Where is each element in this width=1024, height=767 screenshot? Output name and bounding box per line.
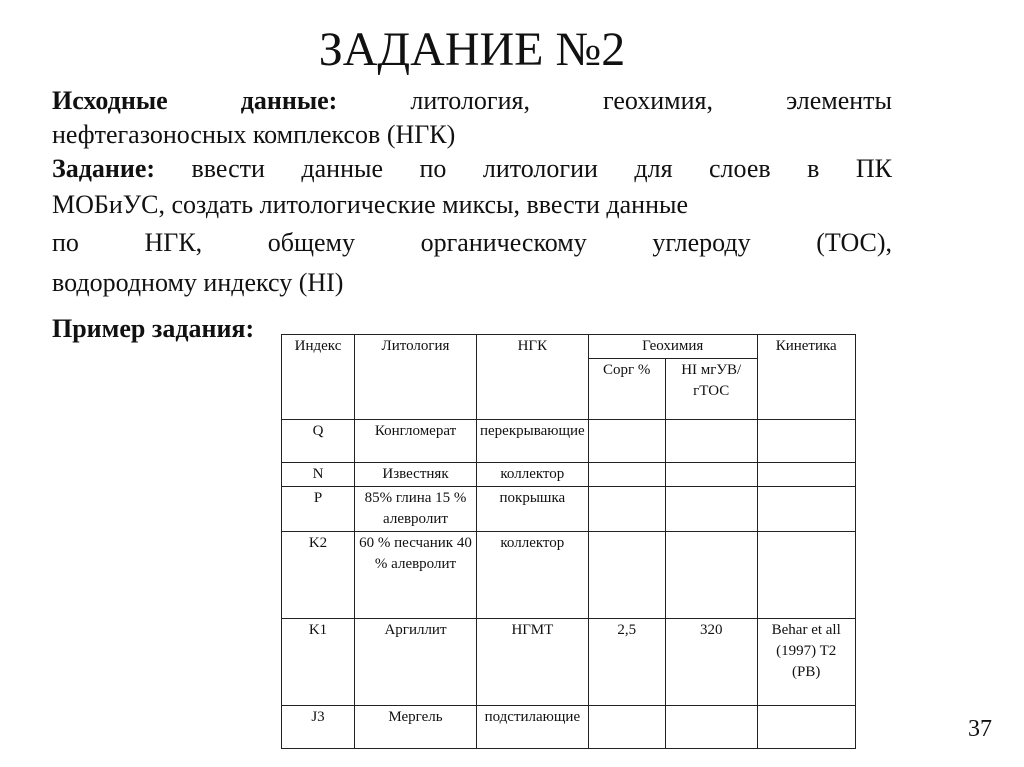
table-row (282, 487, 856, 532)
table-row (282, 706, 856, 749)
source-line-1: Исходные данные: литология, геохимия, элементы (52, 86, 893, 115)
cell-ngk: покрышка (477, 487, 589, 532)
header-geochem: Геохимия (588, 335, 757, 359)
cell-hi (665, 487, 757, 532)
cell-lithology: 85% глина 15 % алевролит (355, 487, 477, 532)
task-line-1: Задание: ввести данные по литологии для слоев в ПК (52, 154, 893, 183)
cell-ngk: подстилающие (477, 706, 589, 749)
example-table (281, 334, 856, 749)
cell-kinetics (757, 420, 855, 463)
cell-ngk: НГМТ (477, 619, 589, 706)
header-lithology: Литология (355, 335, 477, 420)
slide-title: ЗАДАНИЕ №2 (318, 23, 626, 76)
cell-ngk: коллектор (477, 463, 589, 487)
cell-kinetics (757, 487, 855, 532)
table-header-row (282, 335, 856, 359)
cell-hi (665, 532, 757, 619)
table-row (282, 420, 856, 463)
cell-corg (588, 420, 665, 463)
example-label: Пример задания: (52, 314, 255, 343)
cell-lithology: Конгломерат (355, 420, 477, 463)
cell-lithology: Известняк (355, 463, 477, 487)
cell-index: J3 (282, 706, 355, 749)
table-row (282, 463, 856, 487)
header-hi: HI мгУВ/гТОС (665, 359, 757, 420)
table-row (282, 619, 856, 706)
cell-index: Q (282, 420, 355, 463)
page-number: 37 (968, 716, 992, 742)
cell-index: N (282, 463, 355, 487)
cell-kinetics (757, 532, 855, 619)
cell-kinetics (757, 706, 855, 749)
table-row (282, 532, 856, 619)
cell-index: K2 (282, 532, 355, 619)
cell-hi (665, 420, 757, 463)
cell-ngk: коллектор (477, 532, 589, 619)
header-index: Индекс (282, 335, 355, 420)
cell-corg (588, 706, 665, 749)
cell-lithology: 60 % песчаник 40 % алевролит (355, 532, 477, 619)
cell-hi (665, 706, 757, 749)
task-line-2: МОБиУС, создать литологические миксы, ввести данные (52, 190, 689, 219)
cell-ngk: перекрывающие (477, 420, 589, 463)
cell-corg (588, 487, 665, 532)
cell-index: K1 (282, 619, 355, 706)
header-kinetics: Кинетика (757, 335, 855, 420)
cell-kinetics (757, 463, 855, 487)
cell-corg: 2,5 (588, 619, 665, 706)
task-line-3: по НГК, общему органическому углероду (ТОС), (52, 228, 893, 257)
cell-kinetics: Behar et all (1997) T2 (PB) (757, 619, 855, 706)
cell-corg (588, 463, 665, 487)
source-line-2: нефтегазоносных комплексов (НГК) (52, 120, 456, 149)
cell-index: P (282, 487, 355, 532)
cell-hi (665, 463, 757, 487)
cell-corg (588, 532, 665, 619)
cell-lithology: Аргиллит (355, 619, 477, 706)
header-ngk: НГК (477, 335, 589, 420)
cell-hi: 320 (665, 619, 757, 706)
cell-lithology: Мергель (355, 706, 477, 749)
header-corg: Сорг % (588, 359, 665, 420)
task-line-4: водородному индексу (HI) (52, 268, 344, 297)
